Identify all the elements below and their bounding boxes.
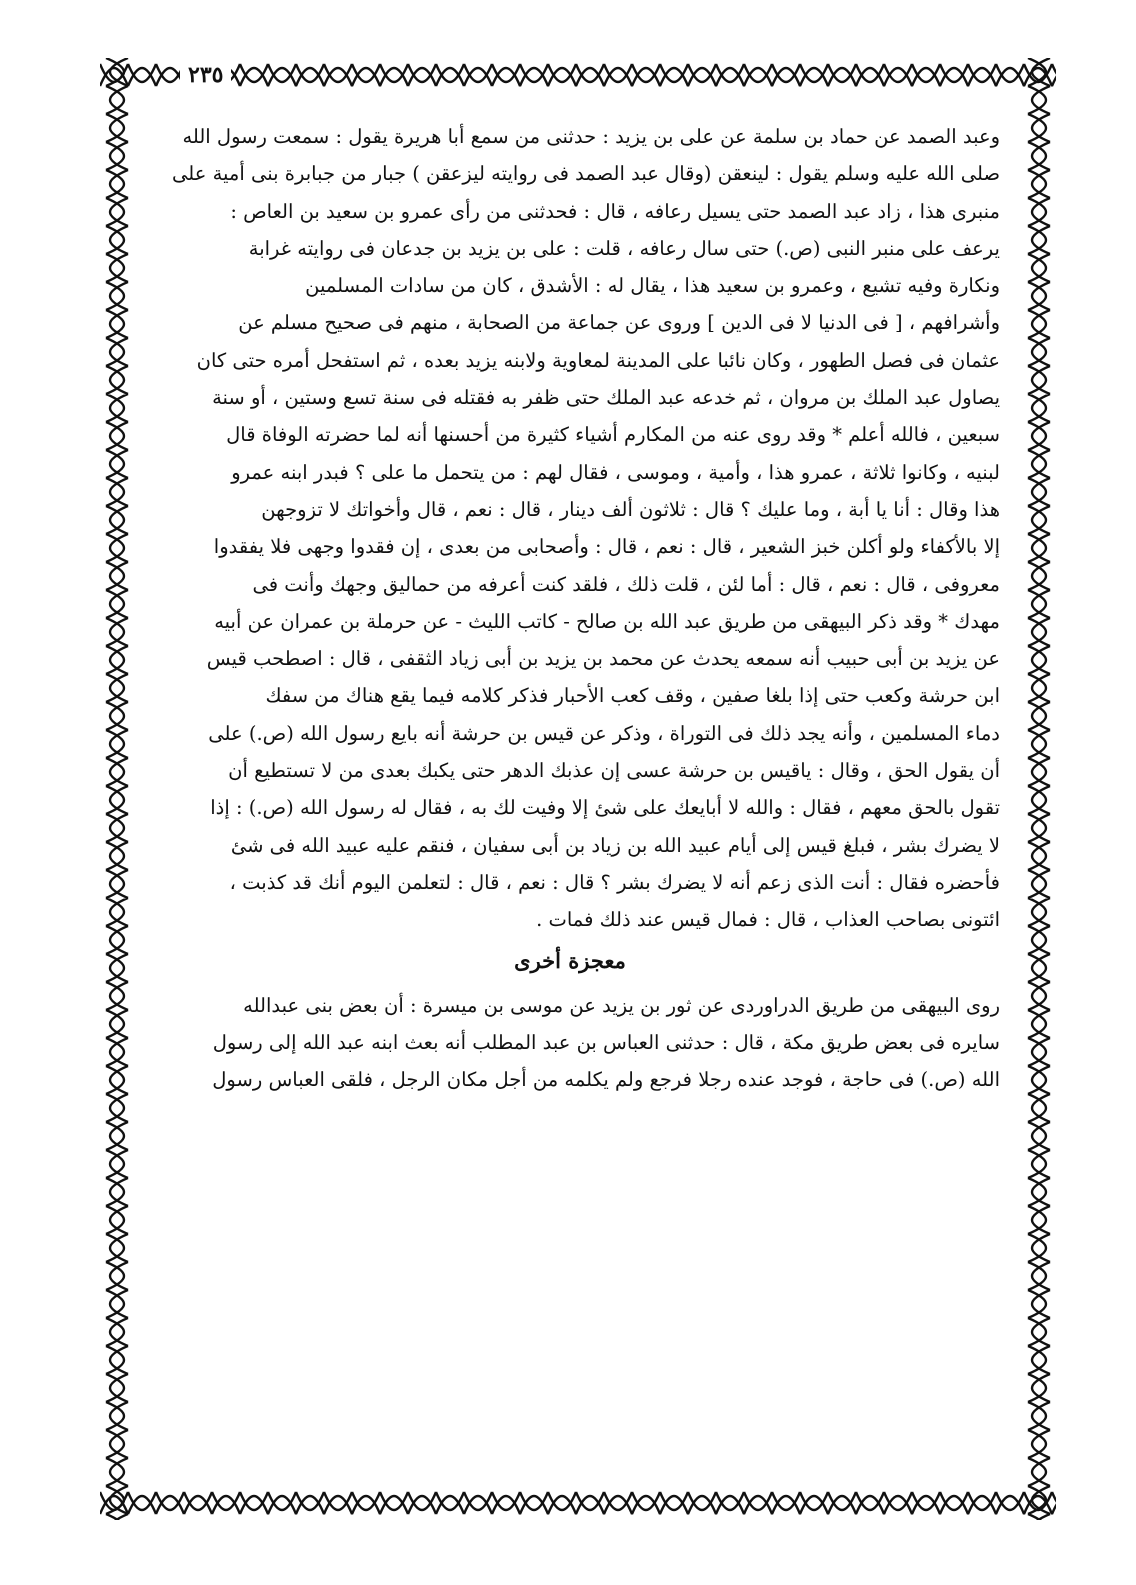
page-body [140,118,1000,1098]
bottom-ornament-border [100,1486,1056,1520]
text-line: ائتونى بصاحب العذاب ، قال : فمال قيس عند ذلك فمات . [536,908,1000,932]
right-ornament-border [1022,58,1056,1520]
text-line: دماء المسلمين ، وأنه يجد ذلك فى التوراة ، وذكر عن قيس بن حرشة أنه بايع رسول الله (ص.) على [208,721,1000,745]
section-text [140,987,1000,1099]
text-line: ونكارة وفيه تشيع ، وعمرو بن سعيد هذا ، يقال له : الأشدق ، كان من سادات المسلمين [305,274,1000,298]
body-text [140,118,1000,939]
text-line: مهدك * وقد ذكر البيهقى من طريق عبد الله بن صالح - كاتب الليث - عن حرملة بن عمران عن أبيه [214,609,1000,633]
page-number: ٢٣٥ [180,62,231,88]
text-line: لا يضرك بشر ، فبلغ قيس إلى أيام عبيد الله بن زياد بن أبى سفيان ، فنقم عليه عبيد الله فى شئ [230,833,1000,857]
top-ornament-border [100,58,1056,92]
text-line: منبرى هذا ، زاد عبد الصمد حتى يسيل رعافه ، قال : فحدثنى من رأى عمرو بن سعيد بن العاص : [230,199,1000,223]
text-line: ابن حرشة وكعب حتى إذا بلغا صفين ، وقف كعب الأحبار فذكر كلامه فيما يقع هناك من سفك [265,684,1000,708]
text-line: فأحضره فقال : أنت الذى زعم أنه لا يضرك بشر ؟ قال : نعم ، قال : لتعلمن اليوم أنك قد كذبت ، [229,870,1000,894]
text-line: معروفى ، قال : نعم ، قال : أما لئن ، قلت ذلك ، فلقد كنت أعرفه من حماليق وجهك وأنت فى [252,572,1000,596]
text-line: يصاول عبد الملك بن مروان ، ثم خدعه عبد الملك حتى ظفر به فقتله فى سنة تسع وستين ، أو سنة [212,386,1000,410]
text-line: صلى الله عليه وسلم يقول : لينعقن (وقال عبد الصمد فى روايته ليزعقن ) جبار من جبابرة بنى أمية على [172,162,1000,186]
text-line: أن يقول الحق ، وقال : ياقيس بن حرشة عسى إن عذبك الدهر حتى يكبك بعدى من لا تستطيع أن [228,759,1000,783]
text-line: عن يزيد بن أبى حبيب أنه سمعه يحدث عن محمد بن يزيد بن أبى زياد الثقفى ، قال : اصطحب قيس [206,647,1000,671]
text-line: سبعين ، فالله أعلم * وقد روى عنه من المكارم أشياء كثيرة من أحسنها أنه لما حضرته الوفاة قال [226,423,1000,447]
text-line: الله (ص.) فى حاجة ، فوجد عنده رجلا فرجع ولم يكلمه من أجل مكان الرجل ، فلقى العباس رسول [212,1068,1000,1092]
left-ornament-border [100,58,134,1520]
text-line: إلا بالأكفاء ولو أكلن خبز الشعير ، قال : نعم ، قال : وأصحابى من بعدى ، إن فقدوا وجهى فلا يفقدوا [213,535,1000,559]
text-line: يرعف على منبر النبى (ص.) حتى سال رعافه ، قلت : على بن يزيد بن جدعان فى روايته غرابة [248,236,1000,260]
text-line: تقول بالحق معهم ، فقال : والله لا أبايعك على شئ إلا وفيت لك به ، فقال له رسول الله (ص.) : إذا [210,796,1000,820]
text-line: عثمان فى فصل الطهور ، وكان نائبا على المدينة لمعاوية ولابنه يزيد بعده ، ثم استفحل أمره حتى كان [196,348,1000,372]
section-heading: معجزة أخرى [514,947,626,973]
text-line: لبنيه ، وكانوا ثلاثة ، عمرو هذا ، وأمية ، وموسى ، فقال لهم : من يتحمل ما على ؟ فبدر ابنه عمرو [231,460,1000,484]
text-line: وعبد الصمد عن حماد بن سلمة عن على بن يزيد : حدثنى من سمع أبا هريرة يقول : سمعت رسول الله [182,125,1000,148]
text-line: هذا وقال : أنا يا أبة ، وما عليك ؟ قال : ثلاثون ألف دينار ، قال : نعم ، قال وأخواتك لا تزوجهن [261,497,1000,521]
text-line: روى البيهقى من طريق الدراوردى عن ثور بن يزيد عن موسى بن ميسرة : أن بعض بنى عبدالله [243,993,1000,1017]
text-line: سايره فى بعض طريق مكة ، قال : حدثنى العباس بن عبد المطلب أنه بعث ابنه عبد الله إلى رسول [212,1030,1000,1054]
text-line: وأشرافهم ، [ فى الدنيا لا فى الدين ] وروى عن جماعة من الصحابة ، منهم فى صحيح مسلم عن [238,311,1000,335]
